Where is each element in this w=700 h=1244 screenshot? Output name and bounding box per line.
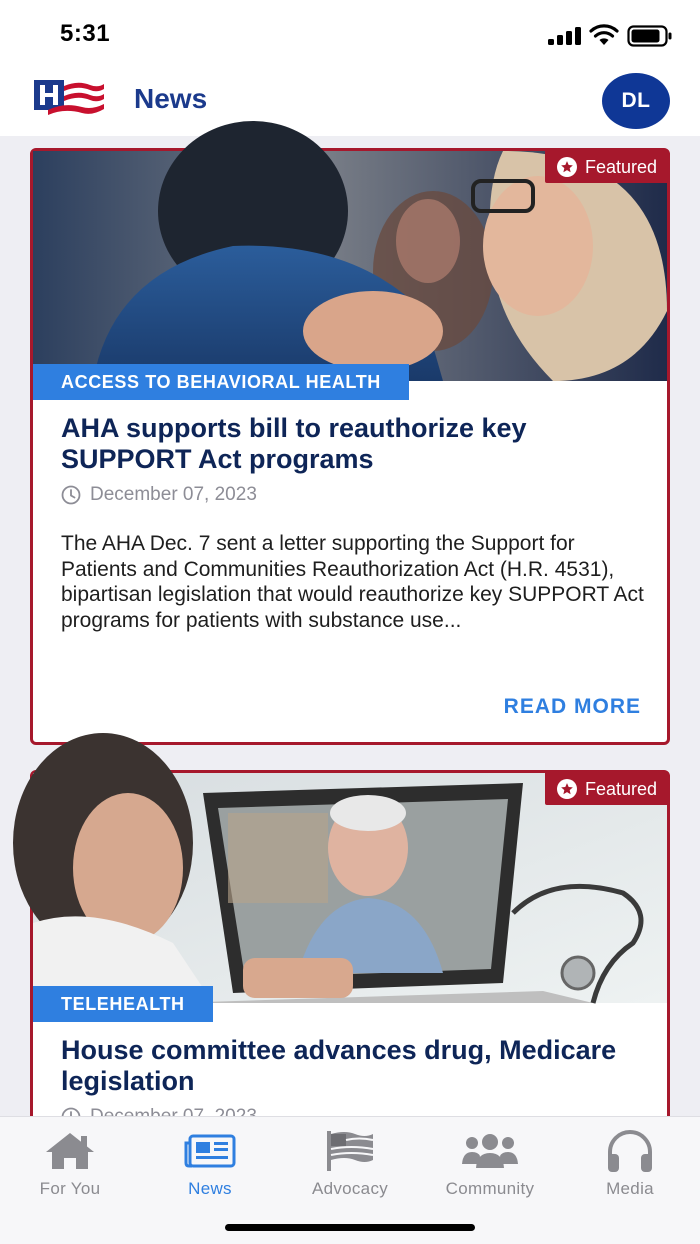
aha-logo-icon[interactable] [34, 76, 106, 126]
battery-icon [627, 25, 673, 47]
people-icon [460, 1134, 520, 1168]
star-icon [557, 779, 577, 799]
page-title: News [134, 83, 208, 114]
news-feed[interactable] [0, 136, 700, 1116]
avatar[interactable] [602, 73, 670, 129]
tab-media[interactable] [560, 1127, 700, 1199]
status-bar [0, 0, 700, 70]
tab-label: Community [445, 1179, 535, 1198]
featured-label: Featured [584, 778, 657, 799]
article-image [33, 773, 667, 1003]
article-date-text: December 07, 2023 [90, 484, 257, 505]
star-icon [557, 157, 577, 177]
tab-label: Media [606, 1179, 654, 1198]
article-summary: The AHA Dec. 7 sent a letter supporting the Support for Patients and Communities Reauthorization Act (H.R. 4531), bipartisan legislation that would reauthorize key SUPPORT Act programs for patients with substance use... [61, 532, 644, 632]
status-time: 5:31 [60, 20, 111, 47]
wifi-icon [589, 24, 619, 46]
headphones-icon [605, 1128, 655, 1174]
cellular-signal-icon [548, 27, 582, 45]
category-tag[interactable]: TELEHEALTH [33, 986, 213, 1022]
article-card[interactable] [30, 770, 670, 1170]
flag-icon [325, 1131, 375, 1171]
featured-badge [545, 773, 667, 805]
featured-label: Featured [584, 156, 657, 177]
article-card[interactable] [30, 148, 670, 745]
home-icon [44, 1131, 96, 1171]
tab-label: For You [39, 1179, 101, 1198]
tab-label: News [188, 1179, 232, 1198]
tab-advocacy[interactable] [280, 1127, 420, 1199]
tab-for-you[interactable] [0, 1127, 140, 1199]
article-title[interactable]: AHA supports bill to reauthorize key SUPPORT Act programs [61, 413, 527, 474]
tab-label: Advocacy [311, 1179, 389, 1198]
newspaper-icon [184, 1135, 236, 1167]
featured-badge [545, 151, 667, 183]
article-image [33, 151, 667, 381]
article-title[interactable]: House committee advances drug, Medicare legislation [61, 1035, 617, 1096]
category-tag[interactable]: ACCESS TO BEHAVIORAL HEALTH [33, 364, 409, 400]
home-indicator [225, 1224, 475, 1231]
article-date [61, 484, 257, 506]
app-header [0, 70, 700, 136]
read-more-button[interactable]: READ MORE [503, 695, 641, 718]
tab-community[interactable] [420, 1127, 560, 1199]
clock-icon [61, 485, 81, 505]
tab-news[interactable] [140, 1127, 280, 1199]
avatar-initials: DL [621, 89, 651, 112]
